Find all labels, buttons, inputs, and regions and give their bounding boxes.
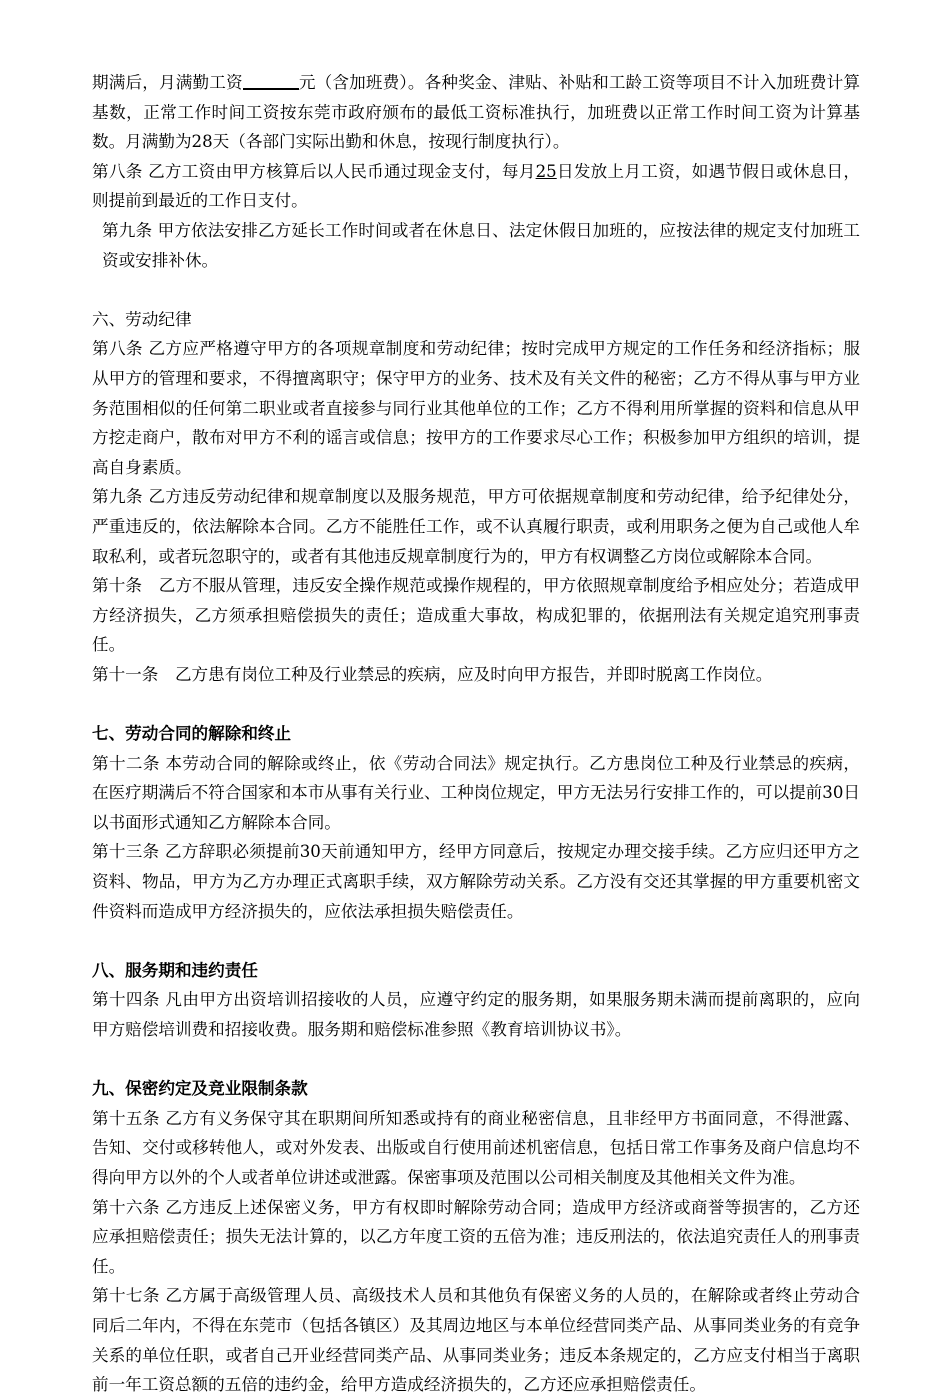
section-spacer <box>92 275 860 305</box>
section-9-paragraph: 第十七条 乙方属于高级管理人员、高级技术人员和其他负有保密义务的人员的，在解除或者终止劳动合同后二年内，不得在东莞市（包括各镇区）及其周边地区与本单位经营同类产品、从事同类业务的有竞争关系的单位任职，或者自己开业经营同类产品、从事同类业务；违反本条规定的，乙方应支付相当于离职前一年工资总额的五倍的违约金，给甲方造成经济损失的，乙方还应承担赔偿责任。 <box>92 1286 860 1395</box>
section-spacer <box>92 689 860 719</box>
section-6-heading: 六、劳动纪律 <box>92 309 192 329</box>
salary-blank-line <box>243 70 299 90</box>
salary-text-after: 元（含加班费）。各种奖金、津贴、补贴和工龄工资等项目不计入加班费计算基数，正常工作时间工资按东莞市政府颁布的最低工资标准执行，加班费以正常工作时间工资为计算基数。月满勤为28天（各部门实际出勤和休息，按现行制度执行）。 <box>92 73 861 152</box>
section-spacer <box>92 1045 860 1075</box>
salary-paragraph <box>92 68 860 157</box>
section-6-paragraph: 第九条 乙方违反劳动纪律和规章制度以及服务规范，甲方可依据规章制度和劳动纪律，给予纪律处分，严重违反的，依法解除本合同。乙方不能胜任工作，或不认真履行职责，或利用职务之便为自己或他人牟取私利，或者玩忽职守的，或者有其他违反规章制度行为的，甲方有权调整乙方岗位或解除本合同。 <box>92 487 860 566</box>
section-7-heading: 七、劳动合同的解除和终止 <box>92 724 292 744</box>
section-8-heading: 八、服务期和违约责任 <box>92 960 258 980</box>
section-6-paragraph: 第十条 乙方不服从管理，违反安全操作规范或操作规程的，甲方依照规章制度给予相应处分；若造成甲方经济损失，乙方须承担赔偿损失的责任；造成重大事故，构成犯罪的，依据刑法有关规定追究刑事责任。 <box>92 576 860 655</box>
section-7-paragraph: 第十二条 本劳动合同的解除或终止，依《劳动合同法》规定执行。乙方患岗位工种及行业禁忌的疾病，在医疗期满后不符合国家和本市从事有关行业、工种岗位规定，甲方无法另行安排工作的，可以提前30日以书面形式通知乙方解除本合同。 <box>92 753 860 832</box>
pay-day-value: 25 <box>535 161 557 181</box>
section-6-paragraph: 第十一条 乙方患有岗位工种及行业禁忌的疾病，应及时向甲方报告，并即时脱离工作岗位。 <box>92 664 773 684</box>
section-spacer <box>92 926 860 956</box>
section-8-paragraph: 第十四条 凡由甲方出资培训招接收的人员，应遵守约定的服务期，如果服务期未满而提前离职的，应向甲方赔偿培训费和招接收费。服务期和赔偿标准参照《教育培训协议书》。 <box>92 990 860 1039</box>
article-8-text-after: 日发放上月工资，如遇节假日或休息日，则提前到最近的工作日支付。 <box>92 161 860 211</box>
section-7-paragraph: 第十三条 乙方辞职必须提前30天前通知甲方，经甲方同意后，按规定办理交接手续。乙方应归还甲方之资料、物品，甲方为乙方办理正式离职手续，双方解除劳动关系。乙方没有交还其掌握的甲方重要机密文件资料而造成甲方经济损失的，应依法承担损失赔偿责任。 <box>92 842 860 921</box>
article-8-text-before: 第八条 乙方工资由甲方核算后以人民币通过现金支付，每月 <box>92 161 536 181</box>
section-9-heading: 九、保密约定及竞业限制条款 <box>92 1079 308 1099</box>
section-6-paragraph: 第八条 乙方应严格遵守甲方的各项规章制度和劳动纪律；按时完成甲方规定的工作任务和经济指标；服从甲方的管理和要求，不得擅离职守；保守甲方的业务、技术及有关文件的秘密；乙方不得从事与甲方业务范围相似的任何第二职业或者直接参与同行业其他单位的工作；乙方不得利用所掌握的资料和信息从甲方挖走商户，散布对甲方不利的谣言或信息；按甲方的工作要求尽心工作；积极参加甲方组织的培训，提高自身素质。 <box>92 339 860 477</box>
article-9-overtime-paragraph: 第九条 甲方依法安排乙方延长工作时间或者在休息日、法定休假日加班的，应按法律的规定支付加班工资或安排补休。 <box>102 220 860 270</box>
section-9-paragraph: 第十六条 乙方违反上述保密义务，甲方有权即时解除劳动合同；造成甲方经济或商誉等损害的，乙方还应承担赔偿责任；损失无法计算的，以乙方年度工资的五倍为准；违反刑法的，依法追究责任人的刑事责任。 <box>92 1197 860 1276</box>
section-9-paragraph: 第十五条 乙方有义务保守其在职期间所知悉或持有的商业秘密信息，且非经甲方书面同意，不得泄露、告知、交付或移转他人，或对外发表、出版或自行使用前述机密信息，包括日常工作事务及商户信息均不得向甲方以外的个人或者单位讲述或泄露。保密事项及范围以公司相关制度及其他相关文件为准。 <box>92 1108 860 1187</box>
article-8-pay-paragraph <box>92 157 860 216</box>
salary-text-before: 期满后，月满勤工资 <box>92 73 243 92</box>
